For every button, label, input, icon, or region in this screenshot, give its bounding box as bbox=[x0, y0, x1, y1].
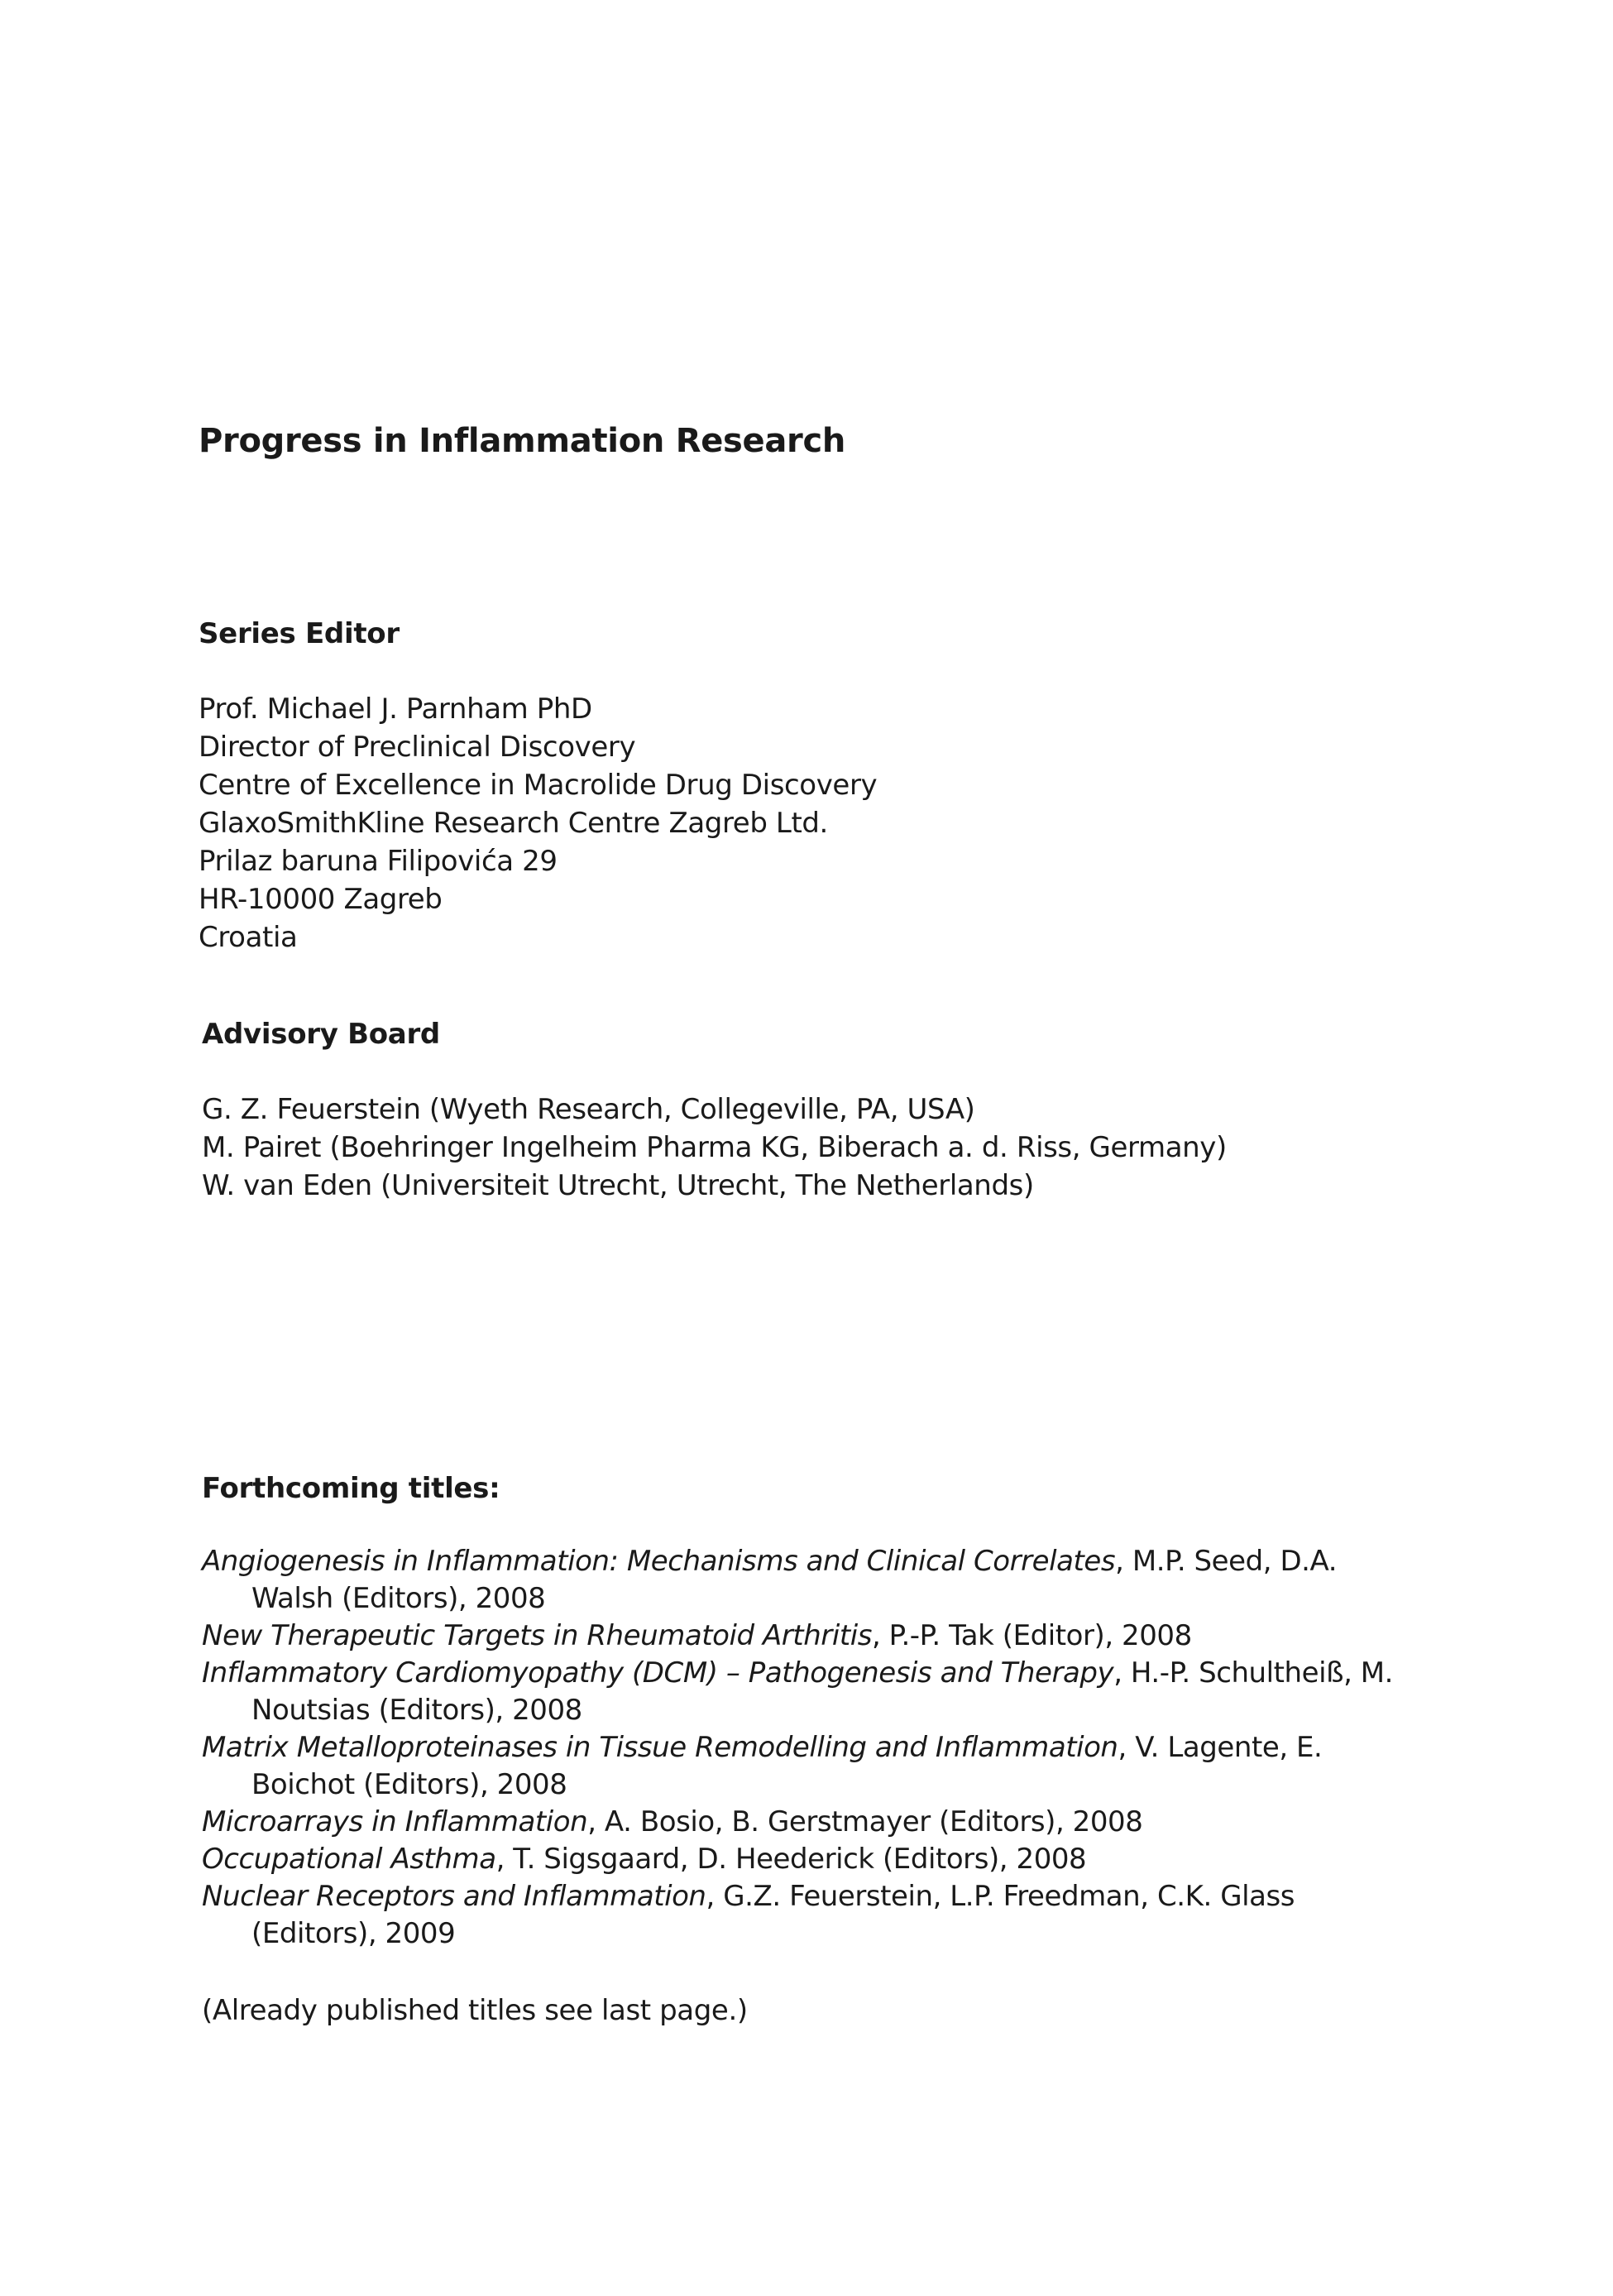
editor-city: HR-10000 Zagreb bbox=[199, 883, 443, 916]
book-details: , M.P. Seed, D.A. Walsh (Editors), 2008 bbox=[251, 1545, 1338, 1615]
board-member: W. van Eden (Universiteit Utrecht, Utrecht, The Netherlands) bbox=[202, 1169, 1034, 1202]
book-details: , T. Sigsgaard, D. Heederick (Editors), 2008 bbox=[495, 1843, 1087, 1876]
published-titles-note: (Already published titles see last page.) bbox=[202, 1994, 748, 2027]
series-editor-address bbox=[199, 690, 877, 956]
book-title: New Therapeutic Targets in Rheumatoid Arthritis bbox=[202, 1619, 872, 1652]
book-title: Inflammatory Cardiomyopathy (DCM) – Pathogenesis and Therapy bbox=[202, 1656, 1114, 1690]
book-details: , G.Z. Feuerstein, L.P. Freedman, C.K. Glass (Editors), 2009 bbox=[251, 1880, 1295, 1950]
board-member: M. Pairet (Boehringer Ingelheim Pharma KG, Biberach a. d. Riss, Germany) bbox=[202, 1131, 1227, 1164]
editor-department: Centre of Excellence in Macrolide Drug Discovery bbox=[199, 769, 878, 802]
book-details: , V. Lagente, E. Boichot (Editors), 2008 bbox=[251, 1731, 1323, 1801]
title-entry bbox=[202, 1841, 1426, 1878]
title-entry bbox=[202, 1543, 1426, 1618]
advisory-board-heading: Advisory Board bbox=[202, 1018, 440, 1051]
title-entry bbox=[202, 1804, 1426, 1841]
advisory-board-list bbox=[202, 1090, 1227, 1205]
book-details: , A. Bosio, B. Gerstmayer (Editors), 2008 bbox=[587, 1805, 1143, 1838]
board-member: G. Z. Feuerstein (Wyeth Research, Collegeville, PA, USA) bbox=[202, 1093, 975, 1126]
book-details: , P.-P. Tak (Editor), 2008 bbox=[871, 1619, 1192, 1652]
editor-country: Croatia bbox=[199, 921, 298, 954]
forthcoming-titles-list bbox=[202, 1543, 1426, 1953]
editor-street: Prilaz baruna Filipovića 29 bbox=[199, 845, 558, 878]
book-details: , H.-P. Schultheiß, M. Noutsias (Editors), 2008 bbox=[251, 1656, 1394, 1727]
editor-position: Director of Preclinical Discovery bbox=[199, 731, 636, 764]
book-title: Angiogenesis in Inflammation: Mechanisms and Clinical Correlates bbox=[202, 1545, 1116, 1578]
title-entry bbox=[202, 1878, 1426, 1953]
series-editor-heading: Series Editor bbox=[199, 617, 400, 650]
title-entry bbox=[202, 1655, 1426, 1729]
title-entry bbox=[202, 1618, 1426, 1655]
series-title: Progress in Inflammation Research bbox=[199, 422, 846, 460]
book-title: Matrix Metalloproteinases in Tissue Remodelling and Inflammation bbox=[202, 1731, 1118, 1764]
editor-company: GlaxoSmithKline Research Centre Zagreb Ltd. bbox=[199, 807, 828, 840]
book-title: Occupational Asthma bbox=[202, 1843, 496, 1876]
book-title: Microarrays in Inflammation bbox=[202, 1805, 588, 1838]
forthcoming-titles-heading: Forthcoming titles: bbox=[202, 1472, 500, 1505]
editor-name: Prof. Michael J. Parnham PhD bbox=[199, 693, 592, 726]
title-entry bbox=[202, 1729, 1426, 1804]
book-title: Nuclear Receptors and Inflammation bbox=[202, 1880, 706, 1913]
